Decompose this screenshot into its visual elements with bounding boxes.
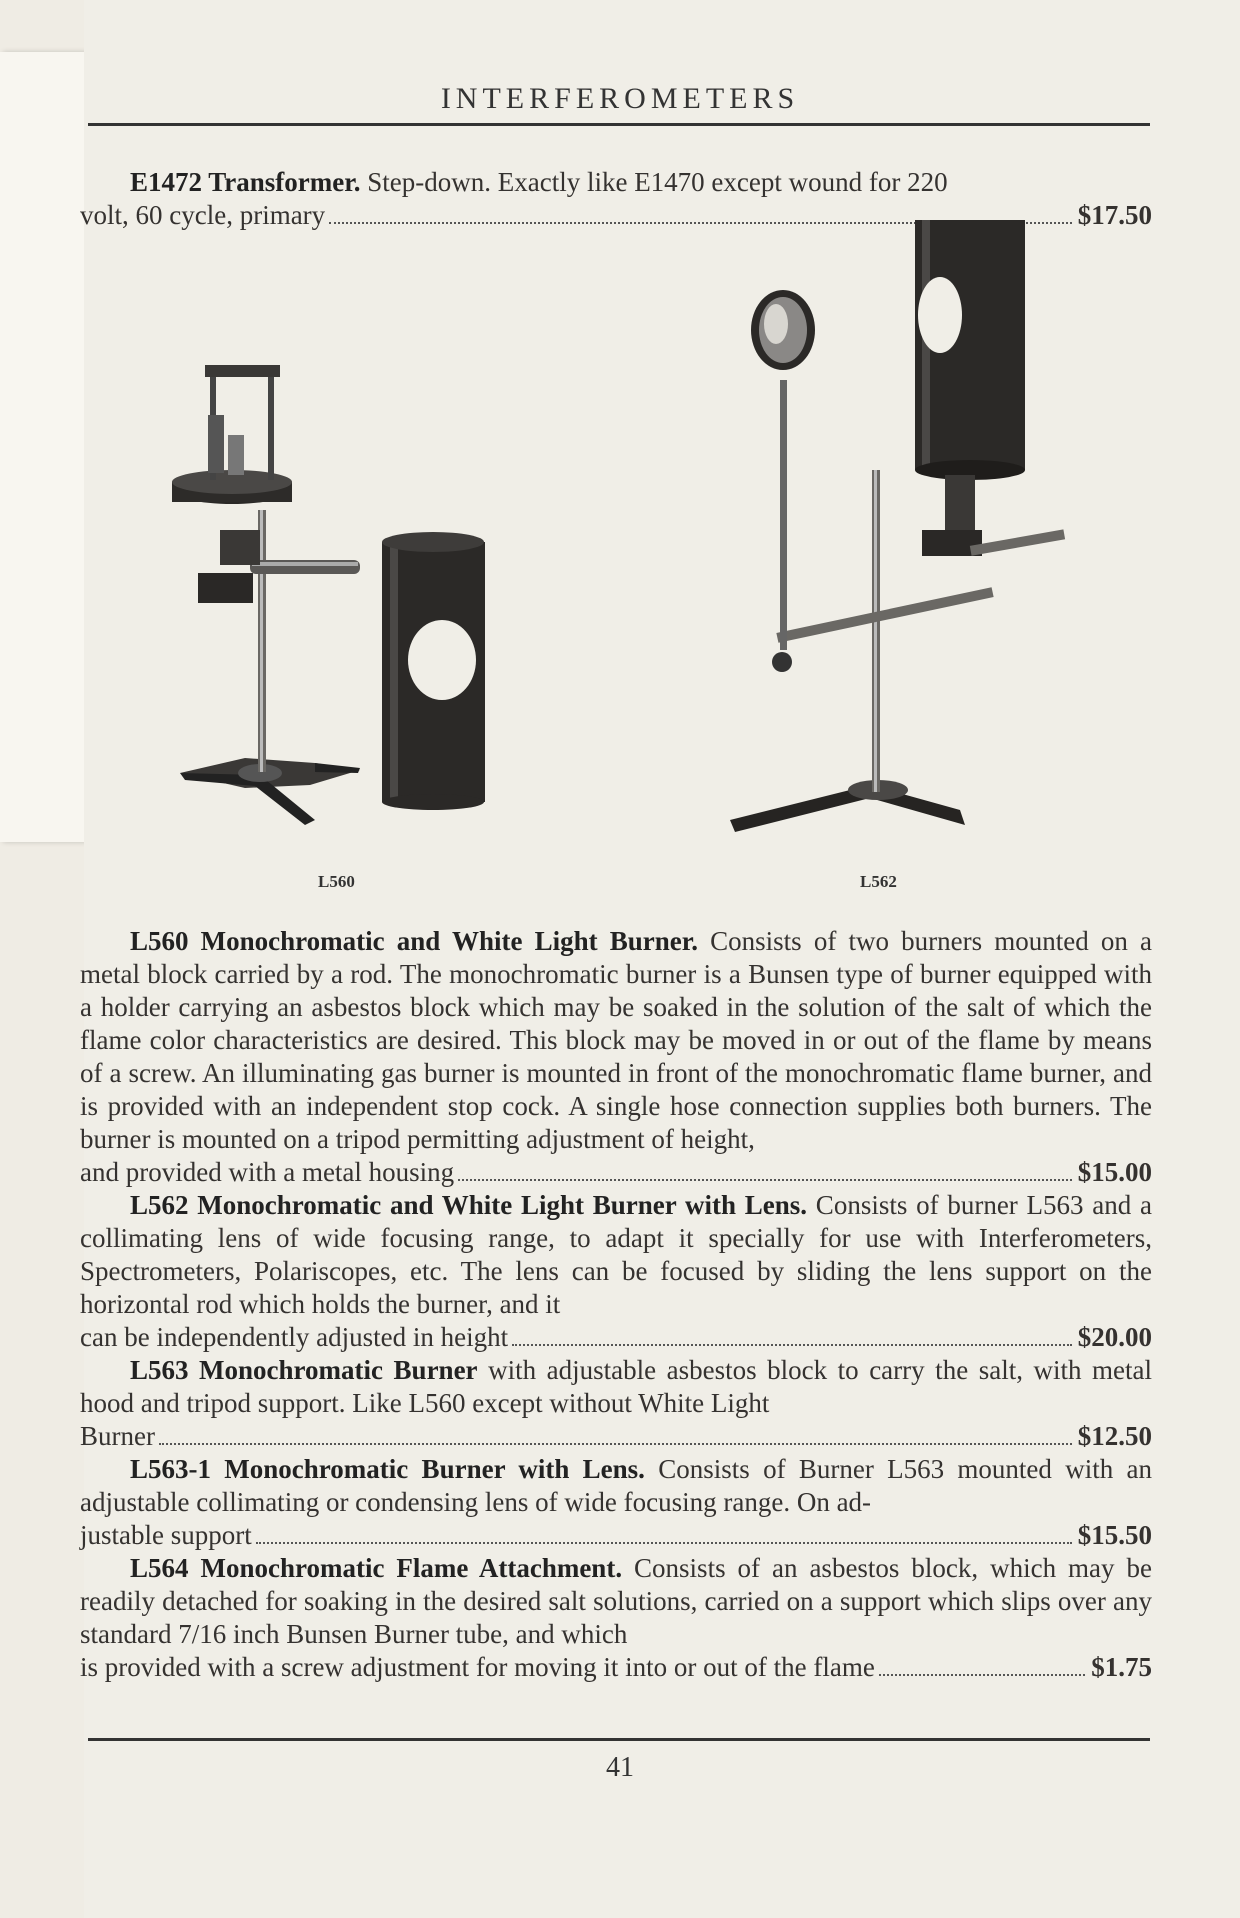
intro-text: Step-down. Exactly like E1470 except wound for 220 xyxy=(367,167,948,197)
entry-l560 xyxy=(80,925,1152,1189)
entry-body: Consists of Burner L563 mounted with an adjustable collimating or condensing lens of wide focusing range. On ad- xyxy=(80,1454,1152,1517)
entry-last-line: justable support xyxy=(80,1520,252,1550)
entry-last-line: Burner xyxy=(80,1421,155,1451)
entry-price: $15.50 xyxy=(1077,1520,1152,1550)
entry-last-line: is provided with a screw adjustment for moving it into or out of the flame xyxy=(80,1652,875,1682)
footer-rule xyxy=(88,1738,1150,1741)
entry-last-line: and provided with a metal housing xyxy=(80,1157,455,1187)
entry-code: L564 Monochromatic Flame Attachment. xyxy=(130,1553,623,1583)
header-rule xyxy=(88,123,1150,126)
entry-l563-1 xyxy=(80,1453,1152,1552)
entry-code: L562 Monochromatic and White Light Burner with Lens. xyxy=(130,1190,808,1220)
figure-caption-l562: L562 xyxy=(860,872,897,891)
entry-l562 xyxy=(80,1189,1152,1354)
entry-last-line: can be independently adjusted in height xyxy=(80,1322,509,1352)
entry-body: Consists of an asbestos block, which may be readily detached for soaking in the desired salt solutions, carried on a support which slips over any standard 7/16 inch Bunsen Burner tube, and which xyxy=(80,1553,1152,1649)
entry-body: with adjustable asbestos block to carry the salt, with metal hood and tripod support. Like L560 except without White Light xyxy=(80,1355,1152,1418)
intro-price: $17.50 xyxy=(1077,200,1152,230)
entry-code: L563-1 Monochromatic Burner with Lens. xyxy=(130,1454,645,1484)
page-number: 41 xyxy=(606,1752,634,1783)
figure-caption-l560: L560 xyxy=(318,872,355,891)
burner-illustrations xyxy=(150,220,1080,870)
intro-text-line2: volt, 60 cycle, primary xyxy=(80,200,326,230)
product-entries xyxy=(80,925,1152,1684)
entry-price: $1.75 xyxy=(1091,1652,1152,1682)
intro-code: E1472 Transformer. xyxy=(130,167,361,197)
l560-housing-illustration xyxy=(382,532,485,810)
facing-page-edge xyxy=(0,52,85,842)
entry-code: L563 Monochromatic Burner xyxy=(130,1355,478,1385)
entry-l563 xyxy=(80,1354,1152,1453)
page-title: INTERFEROMETERS xyxy=(440,82,800,115)
entry-body: Consists of two burners mounted on a metal block carried by a rod. The monochromatic burner is a Bunsen type of burner equipped with a holder carrying an asbestos block which may be soaked in the solution of the salt of which the flame color characteristics are desired. This block may be moved in or out of the flame by means of a screw. An illuminating gas burner is mounted in front of the monochromatic flame burner, and is provided with an independent stop cock. A single hose connection supplies both burners. The burner is mounted on a tripod permitting adjustment of height, xyxy=(80,926,1152,1154)
entry-code: L560 Monochromatic and White Light Burner. xyxy=(130,926,699,956)
entry-price: $15.00 xyxy=(1077,1157,1152,1187)
entry-l564 xyxy=(80,1552,1152,1684)
l560-burner-illustration xyxy=(172,365,360,825)
l562-burner-illustration xyxy=(730,220,1065,832)
entry-price: $20.00 xyxy=(1077,1322,1152,1352)
entry-price: $12.50 xyxy=(1077,1421,1152,1451)
entry-body: Consists of burner L563 and a collimating lens of wide focusing range, to adapt it specially for use with Interferometers, Spectrometers, Polariscopes, etc. The lens can be focused by sliding the lens support on the horizontal rod which holds the burner, and it xyxy=(80,1190,1153,1319)
